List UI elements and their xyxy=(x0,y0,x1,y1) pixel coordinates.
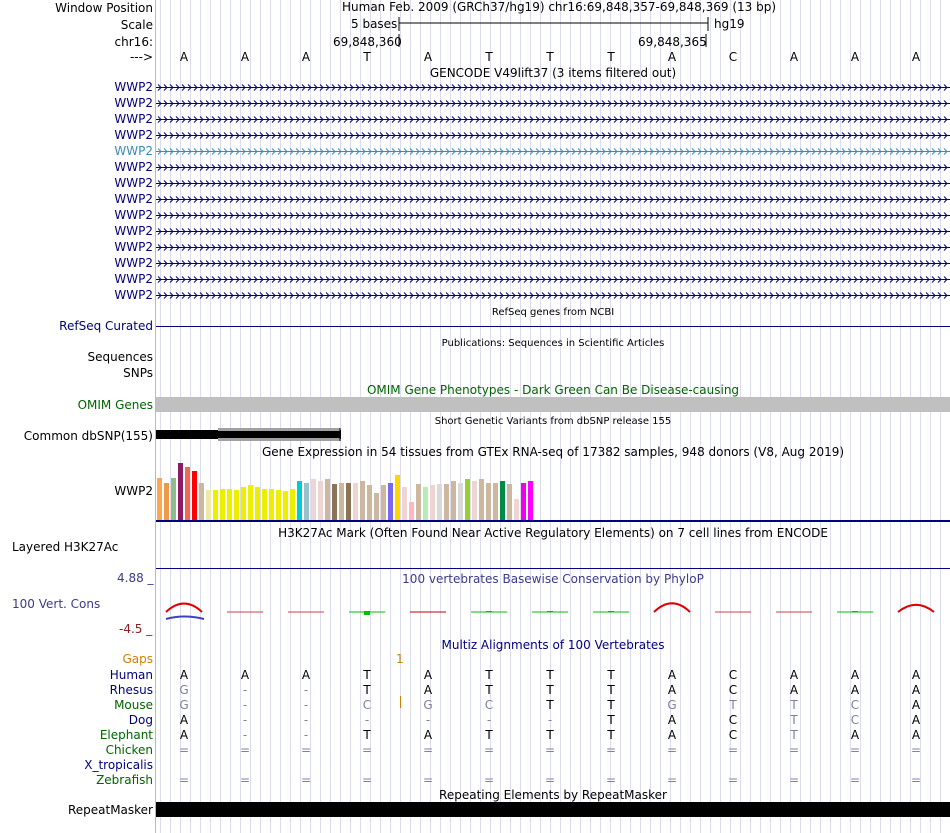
multiz-species-label[interactable]: Rhesus xyxy=(109,683,153,697)
conservation-score[interactable] xyxy=(166,604,202,612)
multiz-base: A xyxy=(911,713,921,727)
refseq-track-title: RefSeq genes from NCBI xyxy=(491,307,615,318)
conservation-negative-arc xyxy=(166,617,204,620)
multiz-base: C xyxy=(728,683,738,697)
base-letter: A xyxy=(850,50,860,64)
multiz-species-label[interactable]: Zebrafish xyxy=(96,773,153,787)
conservation-label[interactable]: 100 Vert. Cons xyxy=(12,597,101,611)
repeatmasker-label[interactable]: RepeatMasker xyxy=(67,803,153,817)
multiz-base: = xyxy=(727,743,739,757)
gencode-transcript[interactable] xyxy=(156,165,950,171)
dbsnp-variant[interactable] xyxy=(156,427,346,443)
gtex-tissue-bar[interactable] xyxy=(297,481,302,520)
conservation-ymin: -4.5 _ xyxy=(119,622,153,636)
gtex-tissue-bar[interactable] xyxy=(248,485,253,520)
multiz-base: A xyxy=(423,683,433,697)
conservation-score[interactable] xyxy=(349,611,385,615)
gtex-tissue-bar[interactable] xyxy=(465,479,470,520)
h3k27ac-baseline xyxy=(156,568,950,569)
gtex-tissue-bar[interactable] xyxy=(451,481,456,520)
multiz-base: A xyxy=(179,713,189,727)
gencode-track-title: GENCODE V49lift37 (3 items filtered out) xyxy=(429,66,677,80)
multiz-base: T xyxy=(607,698,615,712)
base-letter: A xyxy=(301,50,311,64)
base-letter: A xyxy=(240,50,250,64)
gencode-gene-label[interactable]: WWP2 xyxy=(114,160,153,174)
multiz-base: = xyxy=(422,743,434,757)
multiz-base: = xyxy=(300,773,312,787)
multiz-base: - xyxy=(486,713,492,727)
multiz-base: A xyxy=(911,728,921,742)
dbsnp-label[interactable]: Common dbSNP(155) xyxy=(23,429,153,443)
gtex-tissue-bar[interactable] xyxy=(213,490,218,520)
multiz-base: - xyxy=(364,713,370,727)
multiz-base: T xyxy=(546,728,554,742)
gencode-transcript[interactable] xyxy=(156,229,950,235)
multiz-base: T xyxy=(607,713,615,727)
gtex-baseline xyxy=(156,520,950,522)
gtex-tissue-bar[interactable] xyxy=(199,483,204,520)
gtex-tissue-bar[interactable] xyxy=(346,483,351,520)
gtex-tissue-bar[interactable] xyxy=(514,499,519,520)
assembly-position-text: Human Feb. 2009 (GRCh37/hg19) chr16:69,848,357-69,848,369 (13 bp) xyxy=(342,0,777,14)
publications-track-title: Publications: Sequences in Scientific Articles xyxy=(441,338,665,349)
multiz-base: - xyxy=(242,683,248,697)
gtex-tissue-bar[interactable] xyxy=(486,483,491,520)
gencode-gene-label[interactable]: WWP2 xyxy=(114,80,153,94)
multiz-base: T xyxy=(363,668,371,682)
gtex-tissue-bar[interactable] xyxy=(360,481,365,520)
multiz-base: C xyxy=(362,698,372,712)
multiz-base: = xyxy=(910,773,922,787)
multiz-base: - xyxy=(242,698,248,712)
multiz-base: - xyxy=(242,713,248,727)
multiz-base: = xyxy=(178,773,190,787)
multiz-base: A xyxy=(423,728,433,742)
gencode-transcript[interactable] xyxy=(156,197,950,203)
base-letter: T xyxy=(363,50,371,64)
multiz-base: A xyxy=(179,668,189,682)
gtex-tissue-bar[interactable] xyxy=(374,493,379,520)
omim-label[interactable]: OMIM Genes xyxy=(77,398,153,412)
multiz-species-label[interactable]: Elephant xyxy=(99,728,153,742)
gencode-transcripts xyxy=(156,80,950,307)
multiz-base: C xyxy=(484,698,494,712)
multiz-base: G xyxy=(423,698,433,712)
gencode-transcript[interactable] xyxy=(156,245,950,251)
multiz-base: = xyxy=(544,743,556,757)
gtex-tissue-bar[interactable] xyxy=(241,487,246,520)
gencode-gene-label[interactable]: WWP2 xyxy=(114,112,153,126)
window-position-label: Window Position xyxy=(55,1,153,15)
gtex-tissue-bar[interactable] xyxy=(192,471,197,520)
multiz-base: T xyxy=(546,683,554,697)
multiz-base: T xyxy=(729,698,737,712)
gtex-tissue-bar[interactable] xyxy=(318,481,323,520)
h3k27ac-track-title: H3K27Ac Mark (Often Found Near Active Regulatory Elements) on 7 cell lines from ENCODE xyxy=(278,526,828,540)
multiz-base: C xyxy=(728,668,738,682)
gencode-gene-label[interactable]: WWP2 xyxy=(114,256,153,270)
gtex-tissue-bar[interactable] xyxy=(402,487,407,520)
chrom-label: chr16: xyxy=(114,35,153,49)
multiz-base: = xyxy=(605,743,617,757)
multiz-base: A xyxy=(423,668,433,682)
multiz-base: T xyxy=(790,698,798,712)
multiz-base: = xyxy=(849,743,861,757)
base-letter: A xyxy=(911,50,921,64)
multiz-base: - xyxy=(303,683,309,697)
scale-assembly: hg19 xyxy=(714,17,745,31)
conservation-plot[interactable] xyxy=(156,600,950,626)
dbsnp-track-title: Short Genetic Variants from dbSNP release 155 xyxy=(434,416,672,427)
multiz-species-label[interactable]: Human xyxy=(109,668,153,682)
multiz-base: C xyxy=(850,698,860,712)
gencode-transcript[interactable] xyxy=(156,117,950,123)
base-letter: A xyxy=(423,50,433,64)
omim-track-title: OMIM Gene Phenotypes - Dark Green Can Be Disease-causing xyxy=(366,383,740,397)
gtex-tissue-bar[interactable] xyxy=(290,489,295,520)
multiz-species-label[interactable]: X_tropicalis xyxy=(84,758,153,772)
multiz-base: = xyxy=(544,773,556,787)
multiz-base: = xyxy=(361,773,373,787)
gtex-tissue-bar[interactable] xyxy=(458,483,463,520)
multiz-base: - xyxy=(242,728,248,742)
gtex-tissue-bar[interactable] xyxy=(339,483,344,520)
gtex-tissue-bar[interactable] xyxy=(220,489,225,520)
multiz-base: = xyxy=(849,773,861,787)
h3k27ac-label[interactable]: Layered H3K27Ac xyxy=(12,540,119,554)
gtex-tissue-bar[interactable] xyxy=(528,481,533,520)
multiz-base: A xyxy=(667,728,677,742)
gtex-tissue-bar[interactable] xyxy=(479,479,484,520)
gtex-tissue-bar[interactable] xyxy=(185,467,190,520)
multiz-species-label[interactable]: Mouse xyxy=(114,698,153,712)
gtex-tissue-bar[interactable] xyxy=(416,484,421,520)
multiz-base: = xyxy=(239,773,251,787)
multiz-base: A xyxy=(179,728,189,742)
base-letter: T xyxy=(546,50,554,64)
gtex-tissue-bar[interactable] xyxy=(325,479,330,520)
multiz-base: T xyxy=(607,728,615,742)
conservation-score[interactable] xyxy=(471,611,507,612)
scale-text: 5 bases xyxy=(351,17,398,31)
refseq-gene-line[interactable] xyxy=(156,326,950,327)
multiz-species-label[interactable]: Chicken xyxy=(105,743,153,757)
gencode-gene-label[interactable]: WWP2 xyxy=(114,288,153,302)
multiz-base: = xyxy=(483,743,495,757)
gtex-tissue-bar[interactable] xyxy=(430,485,435,520)
refseq-label[interactable]: RefSeq Curated xyxy=(59,319,153,333)
gencode-gene-label[interactable]: WWP2 xyxy=(114,144,153,158)
multiz-base: T xyxy=(485,683,493,697)
gtex-tissue-bar[interactable] xyxy=(178,463,183,520)
multiz-base: A xyxy=(667,668,677,682)
gtex-tissue-bar[interactable] xyxy=(234,490,239,520)
multiz-base: = xyxy=(605,773,617,787)
gtex-tissue-bar[interactable] xyxy=(381,485,386,520)
multiz-base: - xyxy=(303,698,309,712)
gtex-tissue-bar[interactable] xyxy=(500,481,505,520)
multiz-base: = xyxy=(300,743,312,757)
multiz-base: T xyxy=(546,698,554,712)
gtex-tissue-bar[interactable] xyxy=(157,478,162,520)
gtex-tissue-bar[interactable] xyxy=(395,475,400,520)
gtex-tissue-bar[interactable] xyxy=(353,483,358,520)
multiz-base: = xyxy=(666,773,678,787)
multiz-base: A xyxy=(850,683,860,697)
gtex-tissue-bar[interactable] xyxy=(388,483,393,520)
multiz-base: T xyxy=(363,728,371,742)
gencode-gene-label[interactable]: WWP2 xyxy=(114,192,153,206)
strand-label: ---> xyxy=(129,50,153,64)
gtex-tissue-bar[interactable] xyxy=(444,484,449,520)
publications-label-sequences[interactable]: Sequences xyxy=(87,350,153,364)
multiz-base: A xyxy=(850,728,860,742)
multiz-base: C xyxy=(728,713,738,727)
multiz-base: = xyxy=(361,743,373,757)
multiz-base: C xyxy=(850,713,860,727)
repeatmasker-track-title: Repeating Elements by RepeatMasker xyxy=(439,788,667,802)
multiz-base: = xyxy=(239,743,251,757)
gaps-label[interactable]: Gaps xyxy=(122,652,153,666)
multiz-base: - xyxy=(303,728,309,742)
gtex-tissue-bar[interactable] xyxy=(521,483,526,520)
multiz-base: G xyxy=(179,683,189,697)
gencode-transcript[interactable] xyxy=(156,149,950,155)
gtex-tissue-bar[interactable] xyxy=(262,489,267,520)
multiz-base: T xyxy=(363,683,371,697)
omim-gene-bar[interactable] xyxy=(156,397,950,412)
multiz-base: A xyxy=(240,668,250,682)
gtex-tissue-bar[interactable] xyxy=(367,485,372,520)
multiz-base: T xyxy=(485,668,493,682)
base-letter: T xyxy=(607,50,615,64)
publications-label-snps[interactable]: SNPs xyxy=(123,366,153,380)
gencode-gene-label[interactable]: WWP2 xyxy=(114,176,153,190)
multiz-base: C xyxy=(728,728,738,742)
multiz-base: T xyxy=(546,668,554,682)
gencode-gene-label[interactable]: WWP2 xyxy=(114,224,153,238)
gencode-transcript[interactable] xyxy=(156,181,950,187)
multiz-base: A xyxy=(301,668,311,682)
gencode-transcript[interactable] xyxy=(156,101,950,107)
gtex-tissue-bar[interactable] xyxy=(206,490,211,520)
multiz-base: A xyxy=(911,698,921,712)
gtex-tissue-bar[interactable] xyxy=(493,483,498,520)
repeatmasker-element[interactable] xyxy=(156,802,950,817)
position-left: 69,848,360 xyxy=(333,35,402,49)
multiz-base: A xyxy=(789,668,799,682)
conservation-ymax: 4.88 _ xyxy=(117,571,154,585)
gtex-tissue-bar[interactable] xyxy=(164,483,169,520)
conservation-score[interactable] xyxy=(654,603,690,612)
gtex-tissue-bar[interactable] xyxy=(255,487,260,520)
scale-label: Scale xyxy=(120,18,153,32)
multiz-base: = xyxy=(727,773,739,787)
conservation-score[interactable] xyxy=(593,611,629,612)
gtex-tissue-bar[interactable] xyxy=(332,484,337,520)
gap-marker xyxy=(400,696,401,708)
multiz-base: T xyxy=(607,683,615,697)
gencode-gene-label[interactable]: WWP2 xyxy=(114,208,153,222)
base-letter: A xyxy=(789,50,799,64)
multiz-base: A xyxy=(911,683,921,697)
gtex-track-title: Gene Expression in 54 tissues from GTEx RNA-seq of 17382 samples, 948 donors (V8, Aug 2019) xyxy=(261,445,845,459)
gtex-gene-label[interactable]: WWP2 xyxy=(114,484,153,498)
multiz-base: = xyxy=(788,773,800,787)
gtex-tissue-bar[interactable] xyxy=(472,481,477,520)
gtex-tissue-bar[interactable] xyxy=(437,484,442,520)
conservation-track-title: 100 vertebrates Basewise Conservation by PhyloP xyxy=(402,572,704,586)
gtex-tissue-bar[interactable] xyxy=(276,490,281,520)
gtex-expression-bars[interactable] xyxy=(156,459,556,521)
gencode-transcript[interactable] xyxy=(156,277,950,283)
gencode-gene-label[interactable]: WWP2 xyxy=(114,272,153,286)
multiz-base: T xyxy=(485,728,493,742)
multiz-base: = xyxy=(483,773,495,787)
multiz-species-label[interactable]: Dog xyxy=(128,713,153,727)
conservation-score[interactable] xyxy=(837,611,873,612)
position-right: 69,848,365 xyxy=(638,35,707,49)
multiz-base: = xyxy=(910,743,922,757)
conservation-score[interactable] xyxy=(898,605,934,612)
gtex-tissue-bar[interactable] xyxy=(283,491,288,520)
multiz-base: = xyxy=(788,743,800,757)
multiz-base: = xyxy=(422,773,434,787)
gtex-tissue-bar[interactable] xyxy=(171,478,176,520)
base-letter: A xyxy=(667,50,677,64)
gtex-tissue-bar[interactable] xyxy=(409,502,414,520)
gtex-tissue-bar[interactable] xyxy=(269,489,274,520)
gtex-tissue-bar[interactable] xyxy=(227,489,232,520)
gencode-gene-label[interactable]: WWP2 xyxy=(114,128,153,142)
multiz-base: A xyxy=(911,668,921,682)
multiz-base: T xyxy=(790,713,798,727)
conservation-score[interactable] xyxy=(532,611,568,612)
gencode-transcript[interactable] xyxy=(156,261,950,267)
gencode-gene-label[interactable]: WWP2 xyxy=(114,240,153,254)
multiz-base: A xyxy=(667,713,677,727)
gtex-tissue-bar[interactable] xyxy=(423,487,428,520)
base-letter: A xyxy=(179,50,189,64)
multiz-track-title: Multiz Alignments of 100 Vertebrates xyxy=(441,638,665,652)
multiz-base: G xyxy=(179,698,189,712)
gencode-transcript[interactable] xyxy=(156,133,950,139)
multiz-base: = xyxy=(178,743,190,757)
multiz-base: = xyxy=(666,743,678,757)
multiz-base: - xyxy=(547,713,553,727)
base-letter: C xyxy=(728,50,738,64)
gencode-transcript[interactable] xyxy=(156,85,950,91)
multiz-base: A xyxy=(667,683,677,697)
gencode-transcript[interactable] xyxy=(156,293,950,299)
multiz-base: - xyxy=(303,713,309,727)
gaps-value: 1 xyxy=(396,652,404,666)
gtex-tissue-bar[interactable] xyxy=(507,484,512,520)
multiz-base: A xyxy=(789,683,799,697)
multiz-base: A xyxy=(850,668,860,682)
gencode-transcript[interactable] xyxy=(156,213,950,219)
multiz-base: - xyxy=(425,713,431,727)
multiz-base: T xyxy=(607,668,615,682)
multiz-base: T xyxy=(790,728,798,742)
gencode-gene-label[interactable]: WWP2 xyxy=(114,96,153,110)
gtex-tissue-bar[interactable] xyxy=(304,483,309,520)
base-letter: T xyxy=(485,50,493,64)
gtex-tissue-bar[interactable] xyxy=(311,479,316,520)
multiz-base: G xyxy=(667,698,677,712)
